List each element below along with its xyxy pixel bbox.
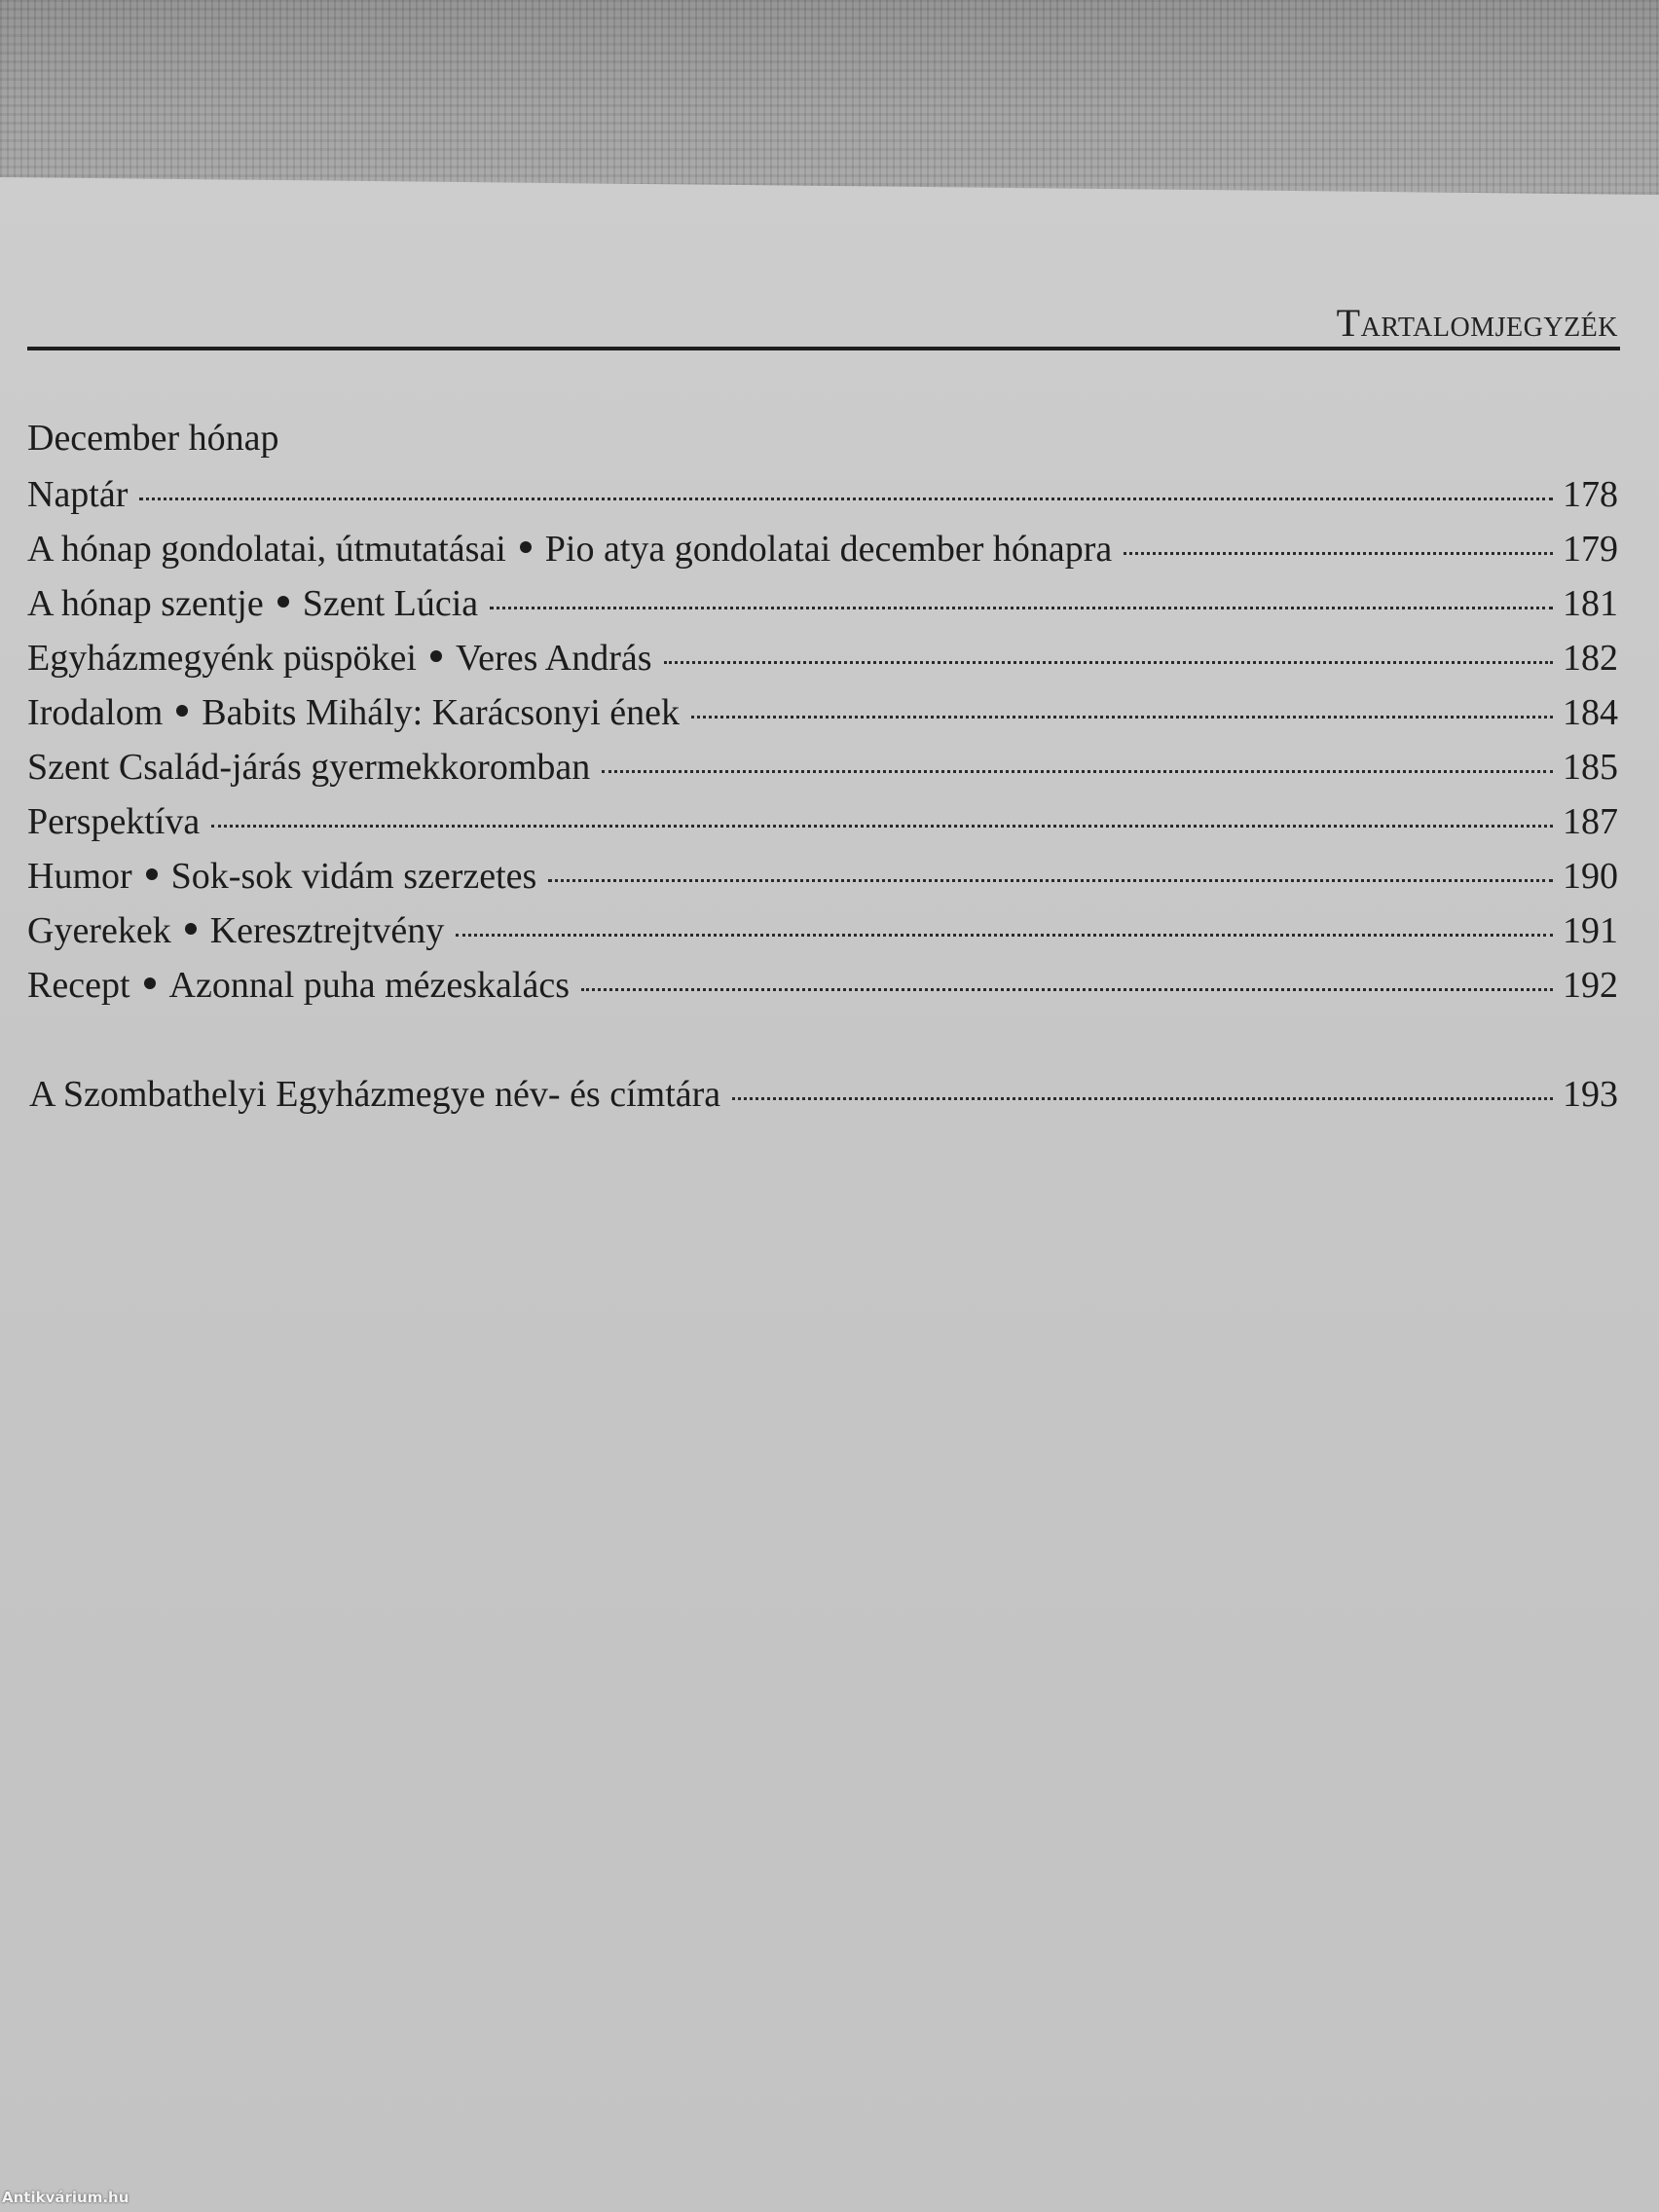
section-heading: December hónap <box>27 418 279 459</box>
bullet-icon <box>520 541 532 553</box>
toc-entry-page: 181 <box>1563 583 1618 624</box>
toc-entry <box>27 964 1618 1018</box>
toc-entry-title: Humor <box>27 856 132 897</box>
toc-entry-page: 178 <box>1563 474 1618 515</box>
toc-entry-title-group <box>27 909 444 952</box>
toc-entry-title: Naptár <box>27 474 129 515</box>
toc-entry <box>27 691 1618 746</box>
toc-entry <box>27 855 1618 909</box>
toc-entry-subtitle: Veres András <box>455 638 652 679</box>
toc-entry-title-group <box>27 637 652 680</box>
toc-entry-title: Szent Család-járás gyermekkoromban <box>27 747 591 788</box>
dot-leader <box>548 879 1553 882</box>
dot-leader <box>211 825 1553 828</box>
toc-entry-title-group <box>27 800 200 843</box>
toc-entry-page: 182 <box>1563 638 1618 679</box>
toc-entry-title: A Szombathelyi Egyházmegye név- és címtára <box>29 1074 721 1115</box>
dot-leader <box>732 1097 1553 1100</box>
toc-entry <box>27 528 1618 582</box>
toc-entry-final <box>29 1073 1618 1127</box>
bullet-icon <box>430 650 442 662</box>
table-of-contents <box>27 473 1618 1018</box>
toc-entry-title: A hónap gondolatai, útmutatásai <box>27 529 506 570</box>
toc-entry-subtitle: Pio atya gondolatai december hónapra <box>544 529 1113 570</box>
toc-entry-title-group <box>27 855 536 898</box>
header-rule <box>27 347 1620 350</box>
toc-entry <box>27 909 1618 964</box>
toc-entry-title-group <box>27 746 590 789</box>
dot-leader <box>456 934 1553 937</box>
running-head: Tartalomjegyzék <box>1336 301 1618 345</box>
toc-entry-title-group <box>27 691 680 734</box>
dot-leader <box>691 716 1553 719</box>
background-surface <box>0 0 1659 195</box>
toc-entry-page: 179 <box>1563 529 1618 570</box>
toc-entry-title: Recept <box>27 965 130 1006</box>
bullet-icon <box>144 977 156 989</box>
toc-entry-title-group <box>27 528 1112 571</box>
bullet-icon <box>176 705 188 717</box>
dot-leader <box>490 607 1553 609</box>
toc-entry-subtitle: Azonnal puha mézeskalács <box>168 965 571 1006</box>
toc-entry-page: 193 <box>1563 1074 1618 1115</box>
toc-entry-subtitle: Sok-sok vidám szerzetes <box>170 856 537 897</box>
toc-entry-subtitle: Keresztrejtvény <box>209 910 445 951</box>
dot-leader <box>1124 552 1553 555</box>
dot-leader <box>139 498 1553 500</box>
toc-entry <box>27 746 1618 800</box>
toc-entry-title: Egyházmegyénk püspökei <box>27 638 417 679</box>
dot-leader <box>602 770 1553 773</box>
toc-entry-title-group <box>27 582 478 625</box>
toc-entry-subtitle: Babits Mihály: Karácsonyi ének <box>202 692 681 733</box>
toc-entry-title: A hónap szentje <box>27 583 264 624</box>
watermark-logo: Antikvárium.hu <box>2 2189 129 2206</box>
bullet-icon <box>185 923 197 935</box>
toc-entry-subtitle: Szent Lúcia <box>302 583 479 624</box>
bullet-icon <box>146 868 158 880</box>
toc-entry-title: Irodalom <box>27 692 164 733</box>
toc-entry <box>27 582 1618 637</box>
toc-entry <box>27 637 1618 691</box>
dot-leader <box>581 988 1553 991</box>
toc-entry-page: 192 <box>1563 965 1618 1006</box>
toc-entry-title: Gyerekek <box>27 910 171 951</box>
toc-entry-title-group <box>27 473 128 516</box>
bullet-icon <box>277 596 289 608</box>
dot-leader <box>664 661 1553 664</box>
toc-entry-page: 190 <box>1563 856 1618 897</box>
toc-entry-page: 185 <box>1563 747 1618 788</box>
toc-entry-page: 191 <box>1563 910 1618 951</box>
toc-entry <box>27 473 1618 528</box>
toc-entry-title-group <box>27 964 570 1007</box>
toc-entry-page: 184 <box>1563 692 1618 733</box>
toc-entry-page: 187 <box>1563 801 1618 842</box>
toc-entry <box>27 800 1618 855</box>
toc-entry-title: Perspektíva <box>27 801 201 842</box>
